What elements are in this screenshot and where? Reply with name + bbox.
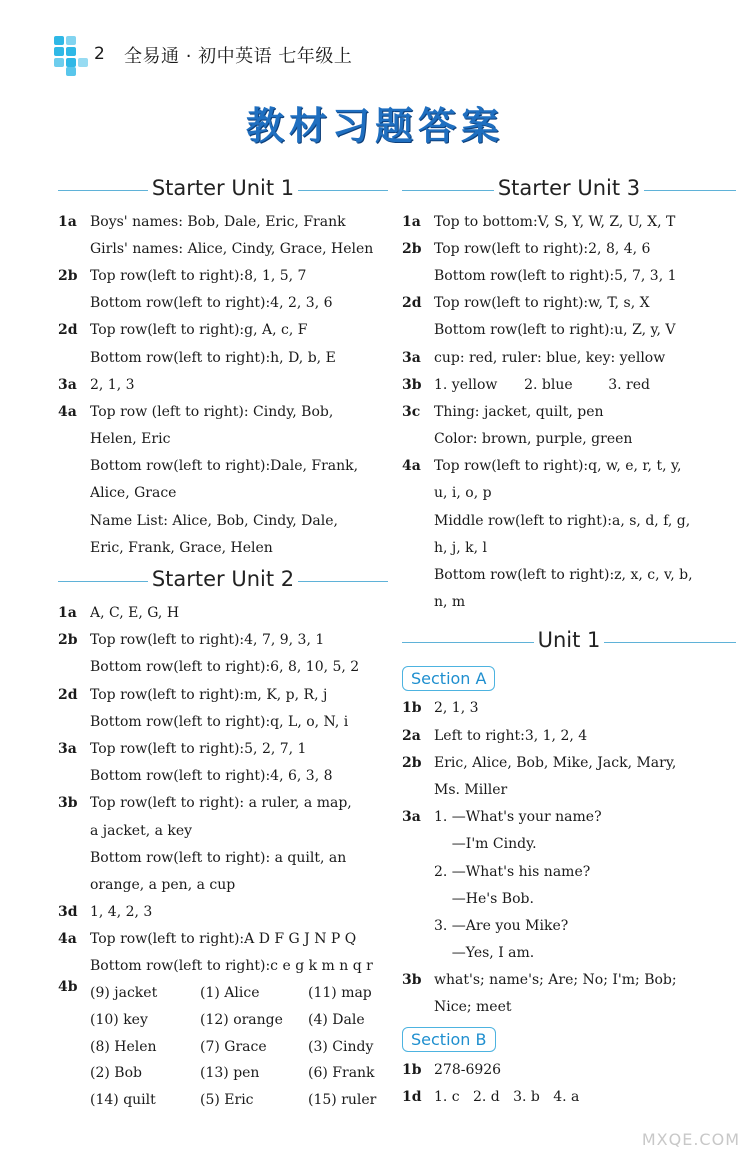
question-number: 4b <box>58 979 78 996</box>
matching-answer: (13) pen <box>200 1065 260 1082</box>
answer-row <box>402 453 736 480</box>
answer-row <box>58 681 388 708</box>
answer-text: Bottom row(left to right): a quilt, an <box>90 850 347 865</box>
answer-text: Bottom row(left to right):4, 6, 3, 8 <box>90 769 333 784</box>
answer-row <box>402 722 736 749</box>
question-number: 3d <box>58 904 78 921</box>
answer-text: Top row(left to right):A D F G J N P Q <box>90 932 357 947</box>
question-number: 4a <box>58 931 77 948</box>
matching-answer: (7) Grace <box>200 1038 267 1055</box>
question-number: 1a <box>58 605 77 622</box>
answer-row <box>402 480 736 507</box>
unit-heading-starter-1: Starter Unit 1 <box>58 176 388 204</box>
question-number: 3a <box>402 349 421 366</box>
answer-text: Bottom row(left to right):u, Z, y, V <box>434 323 676 338</box>
answer-text: Top row(left to right): a ruler, a map, <box>90 796 352 811</box>
question-number: 1b <box>402 700 422 717</box>
answer-row <box>402 262 736 289</box>
answer-text: 1. yellow 2. blue 3. red <box>434 377 650 392</box>
answer-text: Top row(left to right):w, T, s, X <box>434 296 650 311</box>
matching-answer: (1) Alice <box>200 985 260 1002</box>
section-b-badge: Section B <box>402 1027 496 1052</box>
question-number: 2b <box>58 632 78 649</box>
answer-text: 1. —What's your name? <box>434 810 602 825</box>
answer-text: h, j, k, l <box>434 540 488 555</box>
answer-row <box>58 708 388 735</box>
answer-text: Name List: Alice, Bob, Cindy, Dale, <box>90 513 338 528</box>
answer-text: u, i, o, p <box>434 486 492 501</box>
question-number: 3a <box>58 376 77 393</box>
answer-text: A, C, E, G, H <box>90 606 180 621</box>
answer-row <box>58 654 388 681</box>
answer-text: Thing: jacket, quilt, pen <box>434 404 604 419</box>
question-number: 3c <box>402 403 421 420</box>
answer-text: a jacket, a key <box>90 823 193 838</box>
answer-row <box>58 344 388 371</box>
answer-row <box>58 871 388 898</box>
page-number: 2 <box>94 44 105 64</box>
page-title: 教材习题答案 <box>245 104 504 148</box>
answer-list <box>58 599 388 980</box>
answer-text: Top row(left to right):8, 1, 5, 7 <box>90 268 307 283</box>
matching-answer: (4) Dale <box>308 1011 365 1028</box>
answer-text: what's; name's; Are; No; I'm; Bob; <box>434 973 677 988</box>
unit-heading-unit-1: Unit 1 <box>402 628 736 656</box>
matching-answer: (14) quilt <box>90 1091 156 1108</box>
answer-row <box>58 599 388 626</box>
answer-text: Top row(left to right):4, 7, 9, 3, 1 <box>90 633 325 648</box>
book-logo-icon <box>54 36 90 76</box>
answer-row <box>402 940 736 967</box>
answer-grid <box>90 980 388 1113</box>
answer-text: Color: brown, purple, green <box>434 432 633 447</box>
answer-text: Left to right:3, 1, 2, 4 <box>434 728 588 743</box>
matching-answer: (3) Cindy <box>308 1038 374 1055</box>
answer-text: cup: red, ruler: blue, key: yellow <box>434 350 666 365</box>
section-a-badge: Section A <box>402 666 495 691</box>
answer-row <box>58 480 388 507</box>
answer-row <box>58 317 388 344</box>
answer-text: Bottom row(left to right):z, x, c, v, b, <box>434 568 693 583</box>
answer-text: Top row(left to right):5, 2, 7, 1 <box>90 741 307 756</box>
matching-answer: (2) Bob <box>90 1065 142 1082</box>
answer-row <box>402 967 736 994</box>
answer-row <box>402 290 736 317</box>
answer-row <box>58 980 388 1113</box>
question-number: 2d <box>58 322 78 339</box>
matching-answer: (15) ruler <box>308 1091 377 1108</box>
answer-row <box>402 776 736 803</box>
answer-text: Bottom row(left to right):q, L, o, N, i <box>90 714 349 729</box>
question-number: 3b <box>402 376 422 393</box>
answer-text: Middle row(left to right):a, s, d, f, g, <box>434 513 691 528</box>
answer-row <box>402 317 736 344</box>
answer-text: Bottom row(left to right):4, 2, 3, 6 <box>90 296 333 311</box>
answer-text: 1. c 2. d 3. b 4. a <box>434 1089 580 1104</box>
answer-row <box>58 627 388 654</box>
question-number: 2b <box>402 754 422 771</box>
answer-text: Top row(left to right):m, K, p, R, j <box>90 687 328 702</box>
answer-text: Boys' names: Bob, Dale, Eric, Frank <box>90 214 346 229</box>
answer-text: Nice; meet <box>434 1000 512 1015</box>
answer-text: 3. —Are you Mike? <box>434 918 569 933</box>
answer-row <box>402 344 736 371</box>
answer-list <box>402 695 736 1021</box>
answer-row <box>402 994 736 1021</box>
question-number: 3a <box>402 809 421 826</box>
question-number: 1a <box>402 213 421 230</box>
answer-row <box>402 507 736 534</box>
answer-text: Bottom row(left to right):6, 8, 10, 5, 2 <box>90 660 360 675</box>
question-number: 1a <box>58 213 77 230</box>
answer-row <box>402 804 736 831</box>
answer-text: —I'm Cindy. <box>434 837 537 852</box>
question-number: 1d <box>402 1088 422 1105</box>
unit-heading-starter-3: Starter Unit 3 <box>402 176 736 204</box>
answer-row <box>58 899 388 926</box>
answer-row <box>58 926 388 953</box>
answer-row <box>402 534 736 561</box>
answer-row <box>58 507 388 534</box>
answer-text: Eric, Alice, Bob, Mike, Jack, Mary, <box>434 755 677 770</box>
answer-row <box>58 398 388 425</box>
answer-row <box>402 749 736 776</box>
answer-text: Top to bottom:V, S, Y, W, Z, U, X, T <box>434 214 676 229</box>
answer-text: Eric, Frank, Grace, Helen <box>90 540 273 555</box>
answer-row <box>58 844 388 871</box>
answer-row <box>402 235 736 262</box>
answer-text: Helen, Eric <box>90 432 171 447</box>
answer-text: Top row(left to right):2, 8, 4, 6 <box>434 241 651 256</box>
question-number: 4a <box>58 403 77 420</box>
answer-text: —He's Bob. <box>434 891 534 906</box>
answer-row <box>58 534 388 561</box>
answer-text: Top row(left to right):g, A, c, F <box>90 323 308 338</box>
book-title: 全易通 · 初中英语 七年级上 <box>124 46 353 67</box>
unit-heading-starter-2: Starter Unit 2 <box>58 567 388 595</box>
answer-text: Top row (left to right): Cindy, Bob, <box>90 404 334 419</box>
answer-row <box>402 858 736 885</box>
answer-text: Ms. Miller <box>434 782 508 797</box>
answer-text: —Yes, I am. <box>434 946 535 961</box>
left-column <box>58 176 388 1113</box>
question-number: 2b <box>58 267 78 284</box>
answer-row <box>402 695 736 722</box>
answer-row <box>58 208 388 235</box>
answer-text: Alice, Grace <box>90 486 177 501</box>
question-number: 2d <box>402 295 422 312</box>
question-number: 2a <box>402 727 421 744</box>
answer-text: Girls' names: Alice, Cindy, Grace, Helen <box>90 241 374 256</box>
question-number: 2b <box>402 240 422 257</box>
matching-answer: (8) Helen <box>90 1038 157 1055</box>
answer-row <box>58 735 388 762</box>
answer-row <box>402 371 736 398</box>
answer-row <box>58 763 388 790</box>
answer-row <box>402 912 736 939</box>
answer-row <box>402 831 736 858</box>
answer-list <box>402 208 736 616</box>
answer-list <box>402 1056 736 1110</box>
question-number: 3b <box>58 795 78 812</box>
answer-text: 2, 1, 3 <box>434 701 479 716</box>
matching-answer: (9) jacket <box>90 985 158 1002</box>
answer-row <box>402 589 736 616</box>
answer-text: 2. —What's his name? <box>434 864 591 879</box>
answer-row <box>58 235 388 262</box>
matching-answer: (11) map <box>308 985 372 1002</box>
question-number: 3b <box>402 972 422 989</box>
answer-text: Bottom row(left to right):h, D, b, E <box>90 350 336 365</box>
matching-answer: (5) Eric <box>200 1091 254 1108</box>
answer-row <box>58 790 388 817</box>
answer-row <box>58 953 388 980</box>
answer-row <box>58 817 388 844</box>
matching-answer: (10) key <box>90 1011 148 1028</box>
answer-text: 1, 4, 2, 3 <box>90 905 153 920</box>
matching-answer: (12) orange <box>200 1011 283 1028</box>
answer-row <box>58 426 388 453</box>
answer-row <box>402 885 736 912</box>
answer-row <box>402 398 736 425</box>
question-number: 2d <box>58 686 78 703</box>
answer-text: Bottom row(left to right):Dale, Frank, <box>90 459 359 474</box>
question-number: 3a <box>58 740 77 757</box>
answer-text: n, m <box>434 595 466 610</box>
right-column <box>402 176 736 1110</box>
answer-text: 278-6926 <box>434 1062 502 1077</box>
answer-list <box>58 208 388 561</box>
question-number: 4a <box>402 458 421 475</box>
answer-row <box>402 208 736 235</box>
answer-row <box>402 561 736 588</box>
answer-row <box>402 1056 736 1083</box>
watermark: MXQE.COM <box>641 1130 740 1149</box>
answer-text: orange, a pen, a cup <box>90 877 236 892</box>
answer-row <box>58 371 388 398</box>
answer-text: Bottom row(left to right):c e g k m n q r <box>90 959 373 974</box>
answer-row <box>402 426 736 453</box>
answer-text: Top row(left to right):q, w, e, r, t, y, <box>434 459 682 474</box>
answer-row <box>402 1083 736 1110</box>
answer-row <box>58 290 388 317</box>
matching-answer: (6) Frank <box>308 1065 375 1082</box>
answer-text: Bottom row(left to right):5, 7, 3, 1 <box>434 268 677 283</box>
question-number: 1b <box>402 1061 422 1078</box>
answer-text: 2, 1, 3 <box>90 377 135 392</box>
answer-row <box>58 262 388 289</box>
answer-row <box>58 453 388 480</box>
